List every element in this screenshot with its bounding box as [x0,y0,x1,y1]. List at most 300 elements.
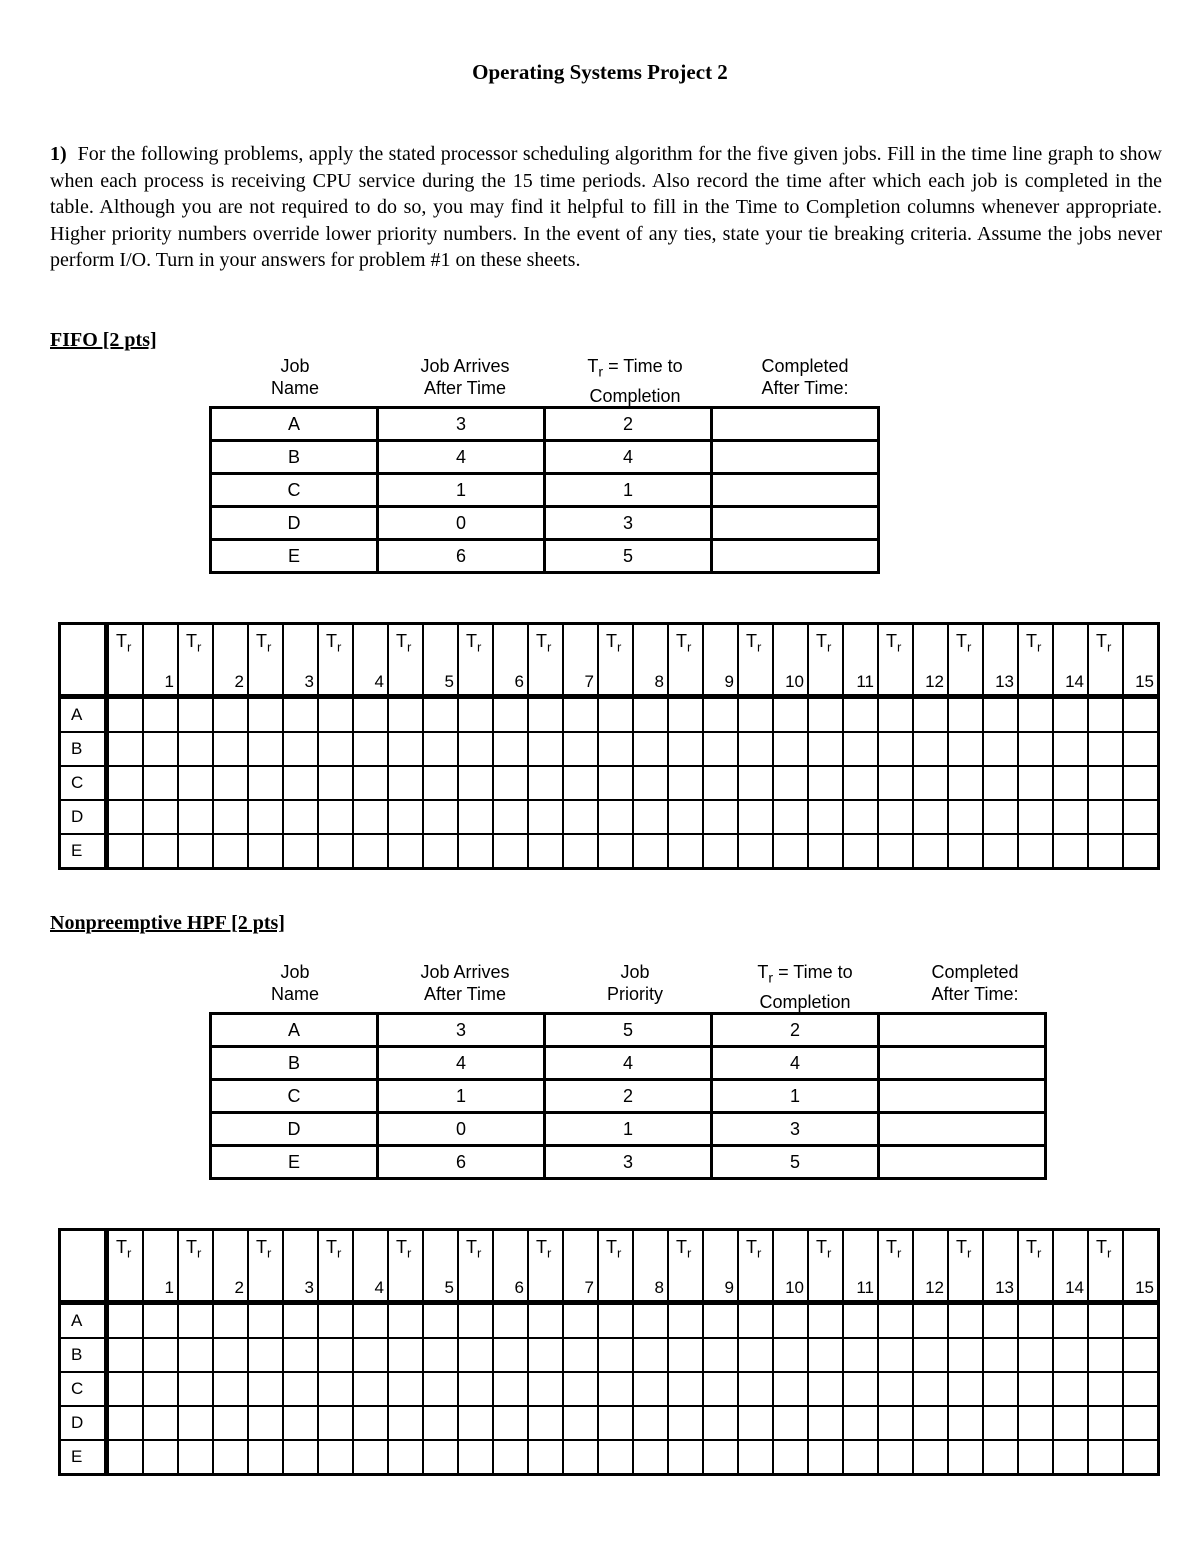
timeline-cell[interactable] [318,1372,353,1406]
completed-after-time-cell[interactable] [712,507,879,540]
timeline-cell[interactable] [1088,1440,1123,1475]
timeline-cell[interactable] [878,766,913,800]
timeline-cell[interactable] [913,834,948,869]
timeline-cell[interactable] [107,800,144,834]
timeline-cell[interactable] [213,1303,248,1339]
timeline-cell[interactable] [913,800,948,834]
timeline-cell[interactable] [458,834,493,869]
timeline-cell[interactable] [598,1406,633,1440]
timeline-cell[interactable] [983,1440,1018,1475]
timeline-cell[interactable] [458,800,493,834]
timeline-cell[interactable] [458,1338,493,1372]
timeline-cell[interactable] [983,766,1018,800]
timeline-cell[interactable] [248,1372,283,1406]
timeline-cell[interactable] [773,1440,808,1475]
timeline-cell[interactable] [668,1440,703,1475]
timeline-cell[interactable] [143,732,178,766]
timeline-cell[interactable] [458,1303,493,1339]
timeline-cell[interactable] [1053,834,1088,869]
timeline-cell[interactable] [843,732,878,766]
timeline-cell[interactable] [948,834,983,869]
timeline-cell[interactable] [878,1372,913,1406]
timeline-cell[interactable] [773,1372,808,1406]
timeline-cell[interactable] [808,732,843,766]
timeline-cell[interactable] [948,800,983,834]
timeline-cell[interactable] [773,1303,808,1339]
timeline-cell[interactable] [983,1338,1018,1372]
timeline-cell[interactable] [598,732,633,766]
timeline-cell[interactable] [388,766,423,800]
timeline-cell[interactable] [528,834,563,869]
timeline-cell[interactable] [318,800,353,834]
timeline-cell[interactable] [983,834,1018,869]
timeline-cell[interactable] [318,697,353,733]
timeline-cell[interactable] [1088,834,1123,869]
timeline-cell[interactable] [563,800,598,834]
completed-after-time-cell[interactable] [879,1080,1046,1113]
timeline-cell[interactable] [1018,1372,1053,1406]
timeline-cell[interactable] [388,1303,423,1339]
timeline-cell[interactable] [458,697,493,733]
timeline-cell[interactable] [353,1440,388,1475]
timeline-cell[interactable] [248,732,283,766]
timeline-cell[interactable] [773,697,808,733]
timeline-cell[interactable] [388,834,423,869]
timeline-cell[interactable] [1088,1406,1123,1440]
timeline-cell[interactable] [143,800,178,834]
timeline-cell[interactable] [563,697,598,733]
timeline-cell[interactable] [1018,1406,1053,1440]
timeline-cell[interactable] [388,800,423,834]
timeline-cell[interactable] [493,1440,528,1475]
timeline-cell[interactable] [598,800,633,834]
timeline-cell[interactable] [1053,800,1088,834]
timeline-cell[interactable] [107,1406,144,1440]
timeline-cell[interactable] [107,732,144,766]
timeline-cell[interactable] [808,800,843,834]
timeline-cell[interactable] [703,1440,738,1475]
timeline-cell[interactable] [178,834,213,869]
timeline-cell[interactable] [913,697,948,733]
timeline-cell[interactable] [878,1303,913,1339]
timeline-cell[interactable] [388,732,423,766]
timeline-cell[interactable] [493,1303,528,1339]
timeline-cell[interactable] [493,697,528,733]
timeline-cell[interactable] [1018,800,1053,834]
timeline-cell[interactable] [913,766,948,800]
timeline-cell[interactable] [563,1440,598,1475]
timeline-cell[interactable] [353,732,388,766]
timeline-cell[interactable] [878,1406,913,1440]
timeline-cell[interactable] [1123,834,1159,869]
timeline-cell[interactable] [283,1406,318,1440]
timeline-cell[interactable] [738,1372,773,1406]
timeline-cell[interactable] [808,1372,843,1406]
completed-after-time-cell[interactable] [879,1014,1046,1047]
timeline-cell[interactable] [843,1338,878,1372]
timeline-cell[interactable] [143,1440,178,1475]
timeline-cell[interactable] [773,732,808,766]
timeline-cell[interactable] [1053,766,1088,800]
timeline-cell[interactable] [283,766,318,800]
timeline-cell[interactable] [528,1338,563,1372]
timeline-cell[interactable] [948,1338,983,1372]
timeline-cell[interactable] [388,1372,423,1406]
timeline-cell[interactable] [983,1303,1018,1339]
timeline-cell[interactable] [318,1303,353,1339]
timeline-cell[interactable] [423,1338,458,1372]
timeline-cell[interactable] [388,1406,423,1440]
timeline-cell[interactable] [878,800,913,834]
timeline-cell[interactable] [773,1406,808,1440]
timeline-cell[interactable] [318,1338,353,1372]
timeline-cell[interactable] [213,697,248,733]
timeline-cell[interactable] [633,1303,668,1339]
timeline-cell[interactable] [668,1372,703,1406]
timeline-cell[interactable] [1053,1303,1088,1339]
timeline-cell[interactable] [1053,697,1088,733]
timeline-cell[interactable] [668,697,703,733]
timeline-cell[interactable] [1088,1303,1123,1339]
timeline-cell[interactable] [983,732,1018,766]
timeline-cell[interactable] [388,1440,423,1475]
timeline-cell[interactable] [493,1338,528,1372]
timeline-cell[interactable] [318,1440,353,1475]
timeline-cell[interactable] [738,800,773,834]
timeline-cell[interactable] [598,697,633,733]
timeline-cell[interactable] [1123,1406,1159,1440]
completed-after-time-cell[interactable] [879,1113,1046,1146]
timeline-cell[interactable] [598,834,633,869]
timeline-cell[interactable] [528,766,563,800]
timeline-cell[interactable] [458,1440,493,1475]
timeline-cell[interactable] [703,697,738,733]
timeline-cell[interactable] [143,1303,178,1339]
timeline-cell[interactable] [107,1372,144,1406]
timeline-cell[interactable] [493,732,528,766]
timeline-cell[interactable] [107,1303,144,1339]
timeline-cell[interactable] [633,766,668,800]
timeline-cell[interactable] [773,766,808,800]
timeline-cell[interactable] [528,800,563,834]
timeline-cell[interactable] [633,834,668,869]
timeline-cell[interactable] [668,732,703,766]
timeline-cell[interactable] [983,800,1018,834]
timeline-cell[interactable] [458,766,493,800]
timeline-cell[interactable] [1018,1440,1053,1475]
timeline-cell[interactable] [808,834,843,869]
timeline-cell[interactable] [773,1338,808,1372]
timeline-cell[interactable] [598,1303,633,1339]
timeline-cell[interactable] [213,1440,248,1475]
timeline-cell[interactable] [143,834,178,869]
timeline-cell[interactable] [563,1406,598,1440]
timeline-cell[interactable] [107,1338,144,1372]
timeline-cell[interactable] [353,1338,388,1372]
timeline-cell[interactable] [178,1406,213,1440]
timeline-cell[interactable] [1123,1372,1159,1406]
timeline-cell[interactable] [913,1440,948,1475]
timeline-cell[interactable] [948,697,983,733]
timeline-cell[interactable] [423,697,458,733]
timeline-cell[interactable] [738,834,773,869]
timeline-cell[interactable] [423,732,458,766]
timeline-cell[interactable] [738,1440,773,1475]
timeline-cell[interactable] [878,1440,913,1475]
timeline-cell[interactable] [1018,1338,1053,1372]
timeline-cell[interactable] [318,732,353,766]
timeline-cell[interactable] [528,1406,563,1440]
timeline-cell[interactable] [248,1440,283,1475]
completed-after-time-cell[interactable] [879,1146,1046,1179]
timeline-cell[interactable] [1053,1372,1088,1406]
timeline-cell[interactable] [107,834,144,869]
timeline-cell[interactable] [178,1372,213,1406]
timeline-cell[interactable] [843,1303,878,1339]
timeline-cell[interactable] [668,834,703,869]
timeline-cell[interactable] [843,1406,878,1440]
timeline-cell[interactable] [633,1406,668,1440]
timeline-cell[interactable] [143,697,178,733]
timeline-cell[interactable] [493,1372,528,1406]
completed-after-time-cell[interactable] [712,441,879,474]
timeline-cell[interactable] [178,766,213,800]
timeline-cell[interactable] [1088,1338,1123,1372]
timeline-cell[interactable] [668,1406,703,1440]
timeline-cell[interactable] [668,800,703,834]
timeline-cell[interactable] [353,800,388,834]
timeline-cell[interactable] [948,1406,983,1440]
timeline-cell[interactable] [423,766,458,800]
timeline-cell[interactable] [213,800,248,834]
timeline-cell[interactable] [598,1372,633,1406]
timeline-cell[interactable] [353,1303,388,1339]
timeline-cell[interactable] [423,1440,458,1475]
timeline-cell[interactable] [107,1440,144,1475]
timeline-cell[interactable] [178,732,213,766]
timeline-cell[interactable] [703,1303,738,1339]
completed-after-time-cell[interactable] [712,540,879,573]
timeline-cell[interactable] [773,834,808,869]
timeline-cell[interactable] [143,1338,178,1372]
timeline-cell[interactable] [528,1303,563,1339]
timeline-cell[interactable] [143,1372,178,1406]
timeline-cell[interactable] [913,1303,948,1339]
timeline-cell[interactable] [563,766,598,800]
timeline-cell[interactable] [633,1338,668,1372]
timeline-cell[interactable] [633,732,668,766]
timeline-cell[interactable] [843,1440,878,1475]
timeline-cell[interactable] [213,1338,248,1372]
timeline-cell[interactable] [1053,1338,1088,1372]
timeline-cell[interactable] [808,1338,843,1372]
timeline-cell[interactable] [948,766,983,800]
timeline-cell[interactable] [318,834,353,869]
timeline-cell[interactable] [1018,834,1053,869]
completed-after-time-cell[interactable] [879,1047,1046,1080]
timeline-cell[interactable] [353,697,388,733]
timeline-cell[interactable] [808,697,843,733]
timeline-cell[interactable] [808,1303,843,1339]
timeline-cell[interactable] [493,800,528,834]
timeline-cell[interactable] [178,1303,213,1339]
timeline-cell[interactable] [107,766,144,800]
timeline-cell[interactable] [563,1303,598,1339]
timeline-cell[interactable] [738,1303,773,1339]
timeline-cell[interactable] [283,1440,318,1475]
timeline-cell[interactable] [283,800,318,834]
timeline-cell[interactable] [703,766,738,800]
timeline-cell[interactable] [178,1440,213,1475]
timeline-cell[interactable] [1053,732,1088,766]
timeline-cell[interactable] [668,1338,703,1372]
timeline-cell[interactable] [107,697,144,733]
timeline-cell[interactable] [703,800,738,834]
timeline-cell[interactable] [633,1372,668,1406]
timeline-cell[interactable] [423,1303,458,1339]
timeline-cell[interactable] [248,1338,283,1372]
timeline-cell[interactable] [1088,1372,1123,1406]
timeline-cell[interactable] [738,1406,773,1440]
timeline-cell[interactable] [178,800,213,834]
timeline-cell[interactable] [843,1372,878,1406]
timeline-cell[interactable] [493,766,528,800]
timeline-cell[interactable] [598,1440,633,1475]
timeline-cell[interactable] [528,1372,563,1406]
timeline-cell[interactable] [948,732,983,766]
timeline-cell[interactable] [1053,1440,1088,1475]
timeline-cell[interactable] [948,1372,983,1406]
timeline-cell[interactable] [563,732,598,766]
timeline-cell[interactable] [1123,766,1159,800]
timeline-cell[interactable] [423,800,458,834]
timeline-cell[interactable] [948,1303,983,1339]
timeline-cell[interactable] [353,766,388,800]
timeline-cell[interactable] [458,1372,493,1406]
timeline-cell[interactable] [248,1406,283,1440]
timeline-cell[interactable] [563,1372,598,1406]
timeline-cell[interactable] [1088,766,1123,800]
timeline-cell[interactable] [878,732,913,766]
timeline-cell[interactable] [213,732,248,766]
timeline-cell[interactable] [493,834,528,869]
timeline-cell[interactable] [458,732,493,766]
timeline-cell[interactable] [983,1406,1018,1440]
timeline-cell[interactable] [388,1338,423,1372]
timeline-cell[interactable] [1123,800,1159,834]
timeline-cell[interactable] [423,834,458,869]
timeline-cell[interactable] [738,766,773,800]
timeline-cell[interactable] [1123,732,1159,766]
timeline-cell[interactable] [1018,1303,1053,1339]
timeline-cell[interactable] [1018,732,1053,766]
timeline-cell[interactable] [458,1406,493,1440]
timeline-cell[interactable] [353,1372,388,1406]
timeline-cell[interactable] [703,1372,738,1406]
timeline-cell[interactable] [1123,1303,1159,1339]
completed-after-time-cell[interactable] [712,474,879,507]
timeline-cell[interactable] [738,732,773,766]
timeline-cell[interactable] [843,800,878,834]
timeline-cell[interactable] [843,766,878,800]
timeline-cell[interactable] [283,732,318,766]
timeline-cell[interactable] [948,1440,983,1475]
timeline-cell[interactable] [493,1406,528,1440]
timeline-cell[interactable] [318,1406,353,1440]
completed-after-time-cell[interactable] [712,408,879,441]
timeline-cell[interactable] [528,697,563,733]
timeline-cell[interactable] [563,1338,598,1372]
timeline-cell[interactable] [878,1338,913,1372]
timeline-cell[interactable] [1123,697,1159,733]
timeline-cell[interactable] [913,1406,948,1440]
timeline-cell[interactable] [703,1338,738,1372]
timeline-cell[interactable] [1088,800,1123,834]
timeline-cell[interactable] [213,1406,248,1440]
timeline-cell[interactable] [668,1303,703,1339]
timeline-cell[interactable] [913,1372,948,1406]
timeline-cell[interactable] [248,1303,283,1339]
timeline-cell[interactable] [633,800,668,834]
timeline-cell[interactable] [633,1440,668,1475]
timeline-cell[interactable] [598,1338,633,1372]
timeline-cell[interactable] [143,766,178,800]
timeline-cell[interactable] [353,1406,388,1440]
timeline-cell[interactable] [668,766,703,800]
timeline-cell[interactable] [808,1440,843,1475]
timeline-cell[interactable] [1053,1406,1088,1440]
timeline-cell[interactable] [213,834,248,869]
timeline-cell[interactable] [178,697,213,733]
timeline-cell[interactable] [598,766,633,800]
timeline-cell[interactable] [808,1406,843,1440]
timeline-cell[interactable] [213,1372,248,1406]
timeline-cell[interactable] [423,1372,458,1406]
timeline-cell[interactable] [878,834,913,869]
timeline-cell[interactable] [983,1372,1018,1406]
timeline-cell[interactable] [528,1440,563,1475]
timeline-cell[interactable] [1018,697,1053,733]
timeline-cell[interactable] [738,697,773,733]
timeline-cell[interactable] [143,1406,178,1440]
timeline-cell[interactable] [283,1338,318,1372]
timeline-cell[interactable] [983,697,1018,733]
timeline-cell[interactable] [178,1338,213,1372]
timeline-cell[interactable] [843,697,878,733]
timeline-cell[interactable] [913,732,948,766]
timeline-cell[interactable] [283,834,318,869]
timeline-cell[interactable] [1088,732,1123,766]
timeline-cell[interactable] [248,697,283,733]
timeline-cell[interactable] [283,1303,318,1339]
timeline-cell[interactable] [248,834,283,869]
timeline-cell[interactable] [388,697,423,733]
timeline-cell[interactable] [1123,1338,1159,1372]
timeline-cell[interactable] [248,766,283,800]
timeline-cell[interactable] [808,766,843,800]
timeline-cell[interactable] [773,800,808,834]
timeline-cell[interactable] [1088,697,1123,733]
timeline-cell[interactable] [248,800,283,834]
timeline-cell[interactable] [213,766,248,800]
timeline-cell[interactable] [1018,766,1053,800]
timeline-cell[interactable] [703,834,738,869]
timeline-cell[interactable] [283,1372,318,1406]
timeline-cell[interactable] [738,1338,773,1372]
timeline-cell[interactable] [633,697,668,733]
timeline-cell[interactable] [528,732,563,766]
timeline-cell[interactable] [703,1406,738,1440]
